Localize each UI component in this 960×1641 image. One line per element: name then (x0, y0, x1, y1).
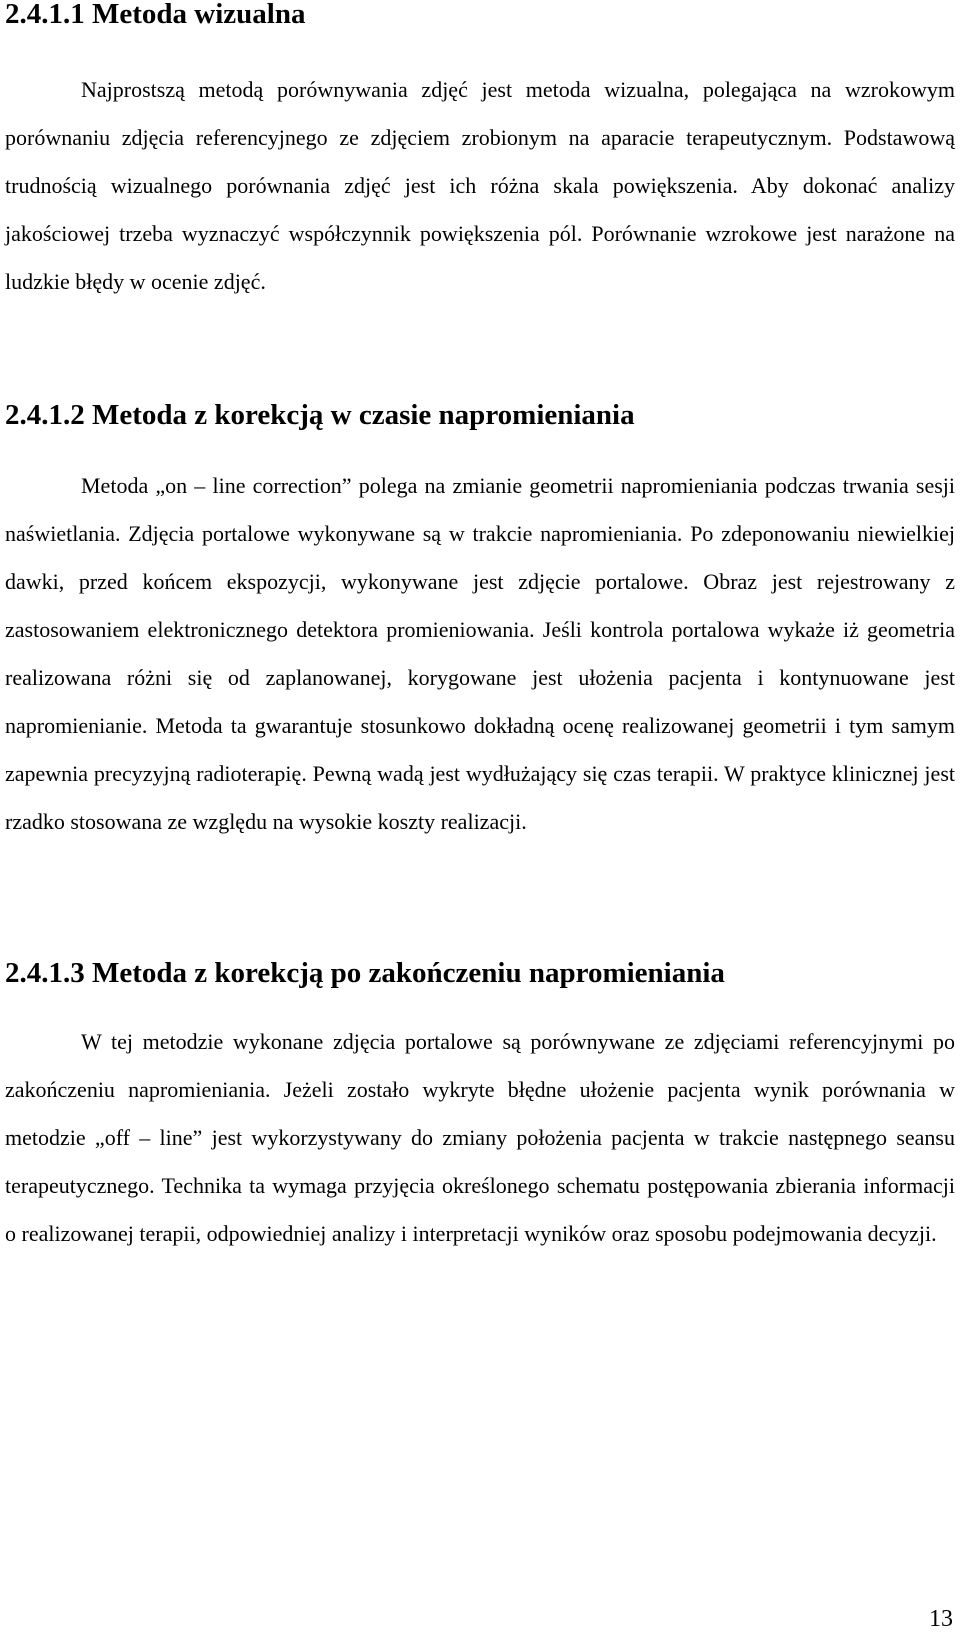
section-paragraph: W tej metodzie wykonane zdjęcia portalowe są porównywane ze zdjęciami referencyjnymi po zakończeniu napromieniania. Jeżeli zostało wykryte błędne ułożenie pacjenta wynik porównania w metodzie „off – line” jest wykorzystywany do zmiany położenia pacjenta w trakcie następnego seansu terapeutycznego. Technika ta wymaga przyjęcia określonego schematu postępowania zbierania informacji o realizowanej terapii, odpowiedniej analizy i interpretacji wyników oraz sposobu podejmowania decyzji. (5, 1029, 955, 1246)
page-number: 13 (929, 1606, 953, 1632)
section-paragraph: Najprostszą metodą porównywania zdjęć jest metoda wizualna, polegająca na wzrokowym porównaniu zdjęcia referencyjnego ze zdjęciem zrobionym na aparacie terapeutycznym. Podstawową trudnością wizualnego porównania zdjęć jest ich różna skala powiększenia. Aby dokonać analizy jakościowej trzeba wyznaczyć współczynnik powiększenia pól. Porównanie wzrokowe jest narażone na ludzkie błędy w ocenie zdjęć. (5, 77, 955, 294)
section-heading (5, 0, 955, 30)
section-number: 2.4.1.1 (5, 0, 85, 30)
section-title: Metoda wizualna (92, 0, 306, 30)
section-heading (5, 957, 955, 989)
section-paragraph: Metoda „on – line correction” polega na zmianie geometrii napromieniania podczas trwania sesji naświetlania. Zdjęcia portalowe wykonywane są w trakcie napromieniania. Po zdeponowaniu niewielkiej dawki, przed końcem ekspozycji, wykonywane jest zdjęcie portalowe. Obraz jest rejestrowany z zastosowaniem elektronicznego detektora promieniowania. Jeśli kontrola portalowa wykaże iż geometria realizowana różni się od zaplanowanej, korygowane jest ułożenia pacjenta i kontynuowane jest napromienianie. Metoda ta gwarantuje stosunkowo dokładną ocenę realizowanej geometrii i tym samym zapewnia precyzyjną radioterapię. Pewną wadą jest wydłużający się czas terapii. W praktyce klinicznej jest rzadko stosowana ze względu na wysokie koszty realizacji. (5, 473, 955, 834)
section-number: 2.4.1.3 (5, 957, 85, 989)
section-number: 2.4.1.2 (5, 399, 85, 431)
section-title: Metoda z korekcją po zakończeniu napromieniania (92, 957, 725, 989)
section-heading (5, 399, 955, 431)
section-metoda-offline (5, 957, 955, 1258)
section-title: Metoda z korekcją w czasie napromieniania (92, 399, 635, 431)
section-metoda-online (5, 399, 955, 846)
section-metoda-wizualna (5, 0, 955, 306)
